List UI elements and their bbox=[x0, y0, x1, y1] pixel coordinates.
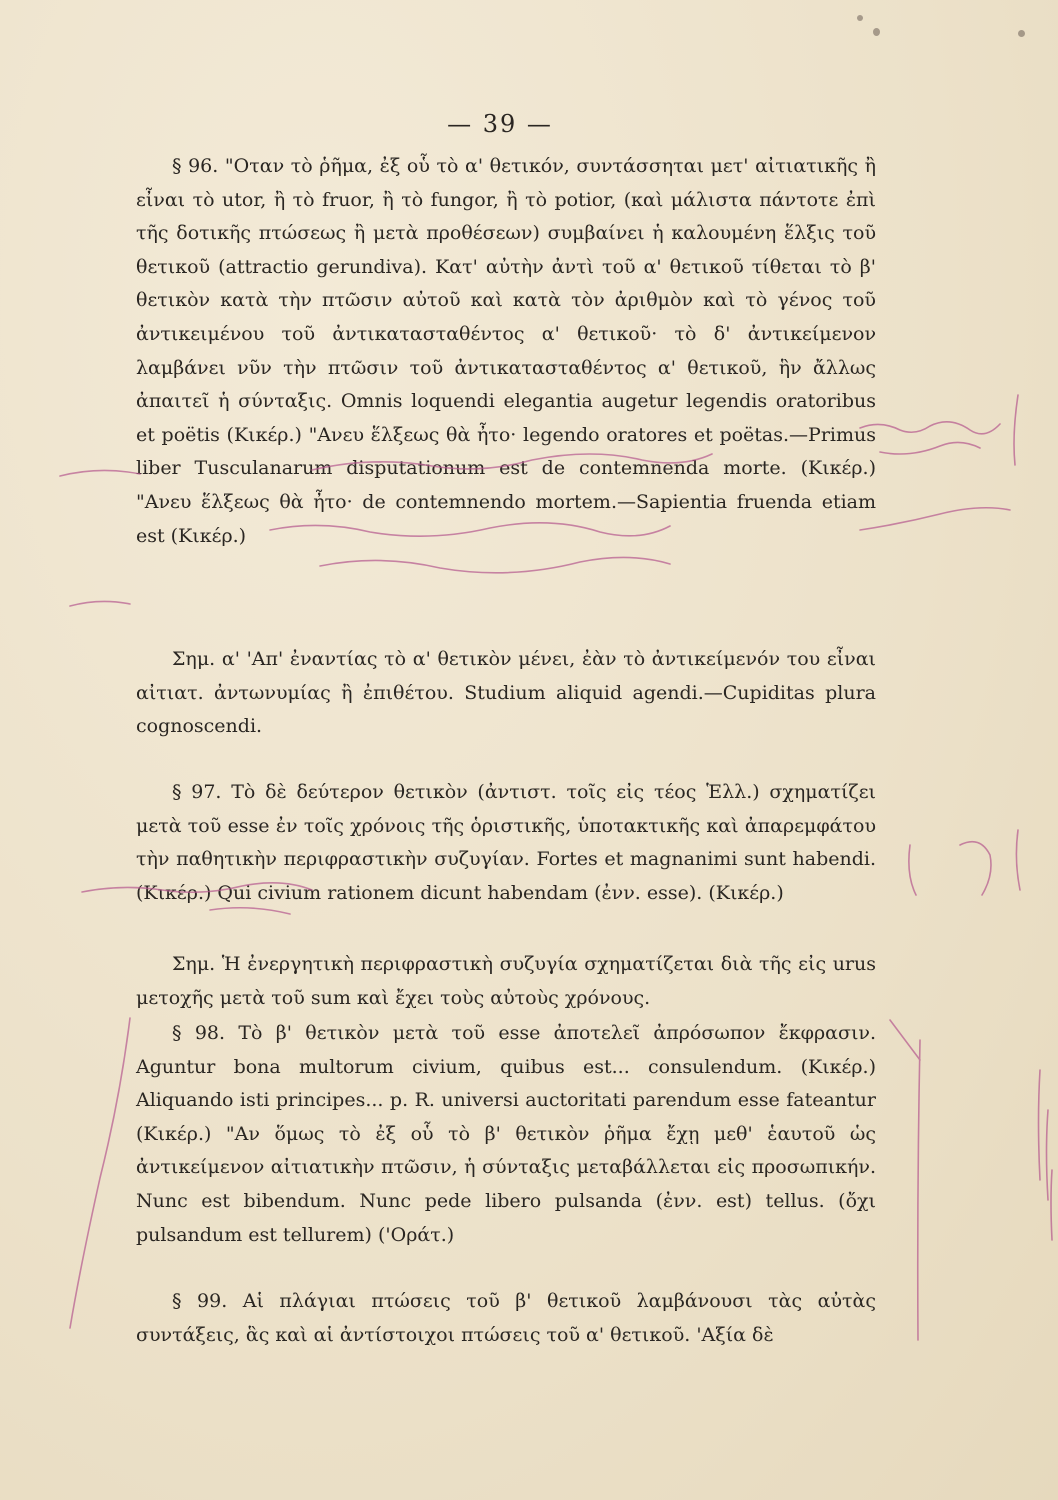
margin-scribble bbox=[1047, 1110, 1049, 1200]
margin-scribble bbox=[880, 442, 980, 454]
section-97-note-block bbox=[136, 948, 876, 1015]
section-97 bbox=[136, 776, 876, 910]
section-97-text: § 97. Τὸ δὲ δεύτερον θετικὸν (ἀντιστ. τοῖς εἰς τέος Ἑλλ.) σχηματίζει μετὰ τοῦ esse ἐν τοῖς χρόνοις τῆς ὁριστικῆς, ὑποτακτικῆς καὶ ἀπαρεμφάτου τὴν παθητικὴν περιφραστικὴν συζυγίαν. Fortes et magnanimi sunt habendi. (Κικέρ.) Qui civium rationem dicunt habendam (ἐνν. esse). (Κικέρ.) bbox=[136, 781, 876, 904]
margin-scribble bbox=[320, 557, 670, 572]
ink-spot bbox=[857, 15, 863, 21]
section-99 bbox=[136, 1285, 876, 1352]
margin-scribble bbox=[960, 842, 991, 895]
section-96-text: § 96. "Οταν τὸ ῥῆμα, ἐξ οὗ τὸ α' θετικόν, συντάσσηται μετ' αἰτιατικῆς ἢ εἶναι τὸ utor, ἢ τὸ fruor, ἢ τὸ fungor, ἢ τὸ potior, (καὶ μάλιστα πάντοτε ἐπὶ τῆς δοτικῆς πτώσεως ἢ μετὰ προθέσεων) συμβαίνει ἡ καλουμένη ἕλξις τοῦ θετικοῦ (attractio gerundiva). Κατ' αὐτὴν ἀντὶ τοῦ α' θετικοῦ τίθεται τὸ β' θετικὸν κατὰ τὴν πτῶσιν αὐτοῦ καὶ κατὰ τὸν ἀριθμὸν καὶ τὸ γένος τοῦ ἀντικειμένου τοῦ ἀντικατασταθέντος α' θετικοῦ· τὸ δ' ἀντικείμενον λαμβάνει νῦν τὴν πτῶσιν τοῦ ἀντικατασταθέντος α' θετικοῦ, ἣν ἄλλως ἀπαιτεῖ ἡ σύνταξις. Omnis loquendi elegantia augetur legendis oratoribus et poëtis (Κικέρ.) "Ανευ ἕλξεως θὰ ἦτο· legendo oratores et poëtas.—Primus liber Tusculanarum disputationum est de contemnenda morte. (Κικέρ.) "Ανευ ἕλξεως θὰ ἦτο· de contemnendo mortem.—Sapientia fruenda etiam est (Κικέρ.) bbox=[136, 155, 876, 547]
section-96-note-block bbox=[136, 643, 876, 744]
margin-scribble bbox=[1014, 395, 1018, 465]
section-97-note: Σημ. Ἡ ἐνεργητικὴ περιφραστικὴ συζυγία σχηματίζεται διὰ τῆς εἰς urus μετοχῆς μετὰ τοῦ sum καὶ ἔχει τοὺς αὐτοὺς χρόνους. bbox=[136, 953, 876, 1009]
margin-scribble bbox=[1051, 1170, 1052, 1240]
margin-scribble bbox=[860, 508, 1010, 530]
ink-spot bbox=[873, 28, 880, 36]
page-number: — 39 — bbox=[447, 110, 553, 138]
bracket-line bbox=[918, 1040, 920, 1340]
bracket-line bbox=[70, 1018, 130, 1328]
margin-scribble bbox=[70, 601, 130, 606]
ink-spot bbox=[1018, 30, 1025, 37]
margin-scribble bbox=[909, 845, 916, 895]
section-98 bbox=[136, 1017, 876, 1252]
section-98-text: § 98. Τὸ β' θετικὸν μετὰ τοῦ esse ἀποτελεῖ ἀπρόσωπον ἔκφρασιν. Aguntur bona multorum civium, quibus est... consulendum. (Κικέρ.) Aliquando isti principes... p. R. universi auctoritati parendum esse fateantur (Κικέρ.) "Αν ὅμως τὸ ἐξ οὗ τὸ β' θετικὸν ῥῆμα ἔχῃ μεθ' ἑαυτοῦ ὡς ἀντικείμενον αἰτιατικὴν πτῶσιν, ἡ σύνταξις μεταβάλλεται εἰς προσωπικήν. Nunc est bibendum. Nunc pede libero pulsanda (ἐνν. est) tellus. (ὄχι pulsandum est tellurem) ('Οράτ.) bbox=[136, 1022, 876, 1246]
section-99-text: § 99. Αἱ πλάγιαι πτώσεις τοῦ β' θετικοῦ λαμβάνουσι τὰς αὐτὰς συντάξεις, ἃς καὶ αἱ ἀντίστοιχοι πτώσεις τοῦ α' θετικοῦ. 'Αξία δὲ bbox=[136, 1290, 876, 1346]
section-96 bbox=[136, 150, 876, 553]
margin-scribble bbox=[60, 470, 140, 476]
bracket-line bbox=[890, 1020, 920, 1060]
margin-scribble bbox=[1016, 830, 1020, 890]
section-96-note: Σημ. α' 'Απ' ἐναντίας τὸ α' θετικὸν μένει, ἐὰν τὸ ἀντικείμενόν του εἶναι αἰτιατ. ἀντωνυμίας ἢ ἐπιθέτου. Studium aliquid agendi.—Cupiditas plura cognoscendi. bbox=[136, 648, 876, 738]
margin-scribble bbox=[1039, 1070, 1041, 1180]
margin-scribble bbox=[860, 422, 1000, 434]
